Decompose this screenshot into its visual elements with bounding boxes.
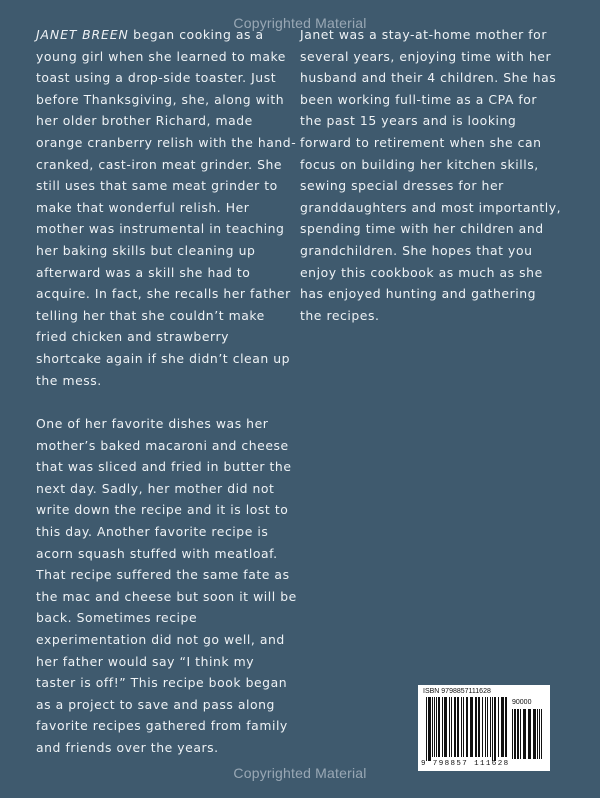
barcode-bar [463, 697, 464, 757]
barcode-bar [449, 697, 450, 757]
barcode-bar [517, 709, 519, 759]
addon-barcode-bars [512, 709, 542, 759]
bio-paragraph-1-text: began cooking as a young girl when she learned to make toast using a drop-side toaster. Just before Thanksgiving, she, along with her older brother Richard, made orange cranberry relish with the hand-cranked, cast-iron meat grinder. She still uses that same meat grinder to make that wonderful relish. Her mother was instrumental in teaching her baking skills but cleaning up afterward was a skill she had to acquire. In fact, she recalls her father telling her that she couldn’t make fried chicken and strawberry shortcake again if she didn’t clean up the mess. [36, 27, 297, 388]
author-name: JANET BREEN [36, 27, 129, 42]
barcode-bar [514, 709, 516, 759]
watermark-top: Copyrighted Material [233, 15, 367, 31]
barcode-bar [537, 709, 538, 759]
barcode-bar [454, 697, 456, 757]
barcode-bar [436, 697, 437, 757]
barcode-bar [539, 709, 540, 759]
bio-paragraph-3: Janet was a stay-at-home mother for several years, enjoying time with her husband and their 4 children. She has been working full-time as a CPA for the past 15 years and is looking forward to retirement when she can focus on building her kitchen skills, sewing special dresses for her granddaughters and most importantly, spending time with her children and grandchildren. She hopes that you enjoy this cookbook as much as she has enjoyed hunting and gathering the recipes. [300, 27, 562, 323]
author-bio-right-column [300, 24, 562, 326]
barcode-bar [528, 709, 531, 759]
barcode-bar [444, 697, 447, 757]
barcode-bar [498, 697, 499, 757]
barcode-digits: 9 798857 111628 [421, 760, 510, 768]
isbn-label: ISBN 9798857111628 [423, 688, 491, 695]
barcode-bar [434, 697, 435, 757]
barcode-bar [523, 709, 526, 759]
price-code: 90000 [512, 699, 532, 706]
barcode-bar [487, 697, 488, 757]
barcode-bar [461, 697, 462, 757]
author-bio-left-column [36, 24, 298, 759]
barcode-bar [428, 697, 431, 761]
barcode-bar [466, 697, 468, 757]
watermark-bottom: Copyrighted Material [233, 765, 367, 781]
isbn-barcode [418, 685, 550, 771]
barcode-bar [485, 697, 486, 757]
barcode-bar [426, 697, 427, 761]
barcode-bar [490, 697, 491, 757]
barcode-bar [492, 697, 493, 761]
barcode-bar [442, 697, 443, 757]
barcode-bar [432, 697, 433, 757]
barcode-bar [505, 697, 507, 757]
barcode-bars [418, 685, 550, 771]
barcode-bar [475, 697, 477, 757]
barcode-bar [470, 697, 473, 757]
barcode-bar [494, 697, 496, 761]
barcode-bar [541, 709, 542, 759]
barcode-bar [478, 697, 480, 757]
barcode-bar [520, 709, 521, 759]
barcode-bar [533, 709, 536, 759]
bio-paragraph-1 [36, 24, 298, 391]
bio-paragraph-2: One of her favorite dishes was her mother’s baked macaroni and cheese that was sliced and fried in butter the next day. Sadly, her mother did not write down the recipe and it is lost to this day. Another favorite recipe is acorn squash stuffed with meatloaf. That recipe suffered the same fate as the mac and cheese but soon it will be back. Sometimes recipe experimentation did not go well, and her father would say “I think my taster is off!” This recipe book began as a project to save and pass along favorite recipes gathered from family and friends over the years. [36, 416, 297, 755]
barcode-bar [451, 697, 452, 757]
barcode-bar [501, 697, 504, 757]
main-barcode-bars [426, 697, 507, 761]
barcode-bar [438, 697, 440, 757]
barcode-bar [512, 709, 513, 759]
barcode-bar [482, 697, 483, 757]
barcode-bar [457, 697, 459, 757]
